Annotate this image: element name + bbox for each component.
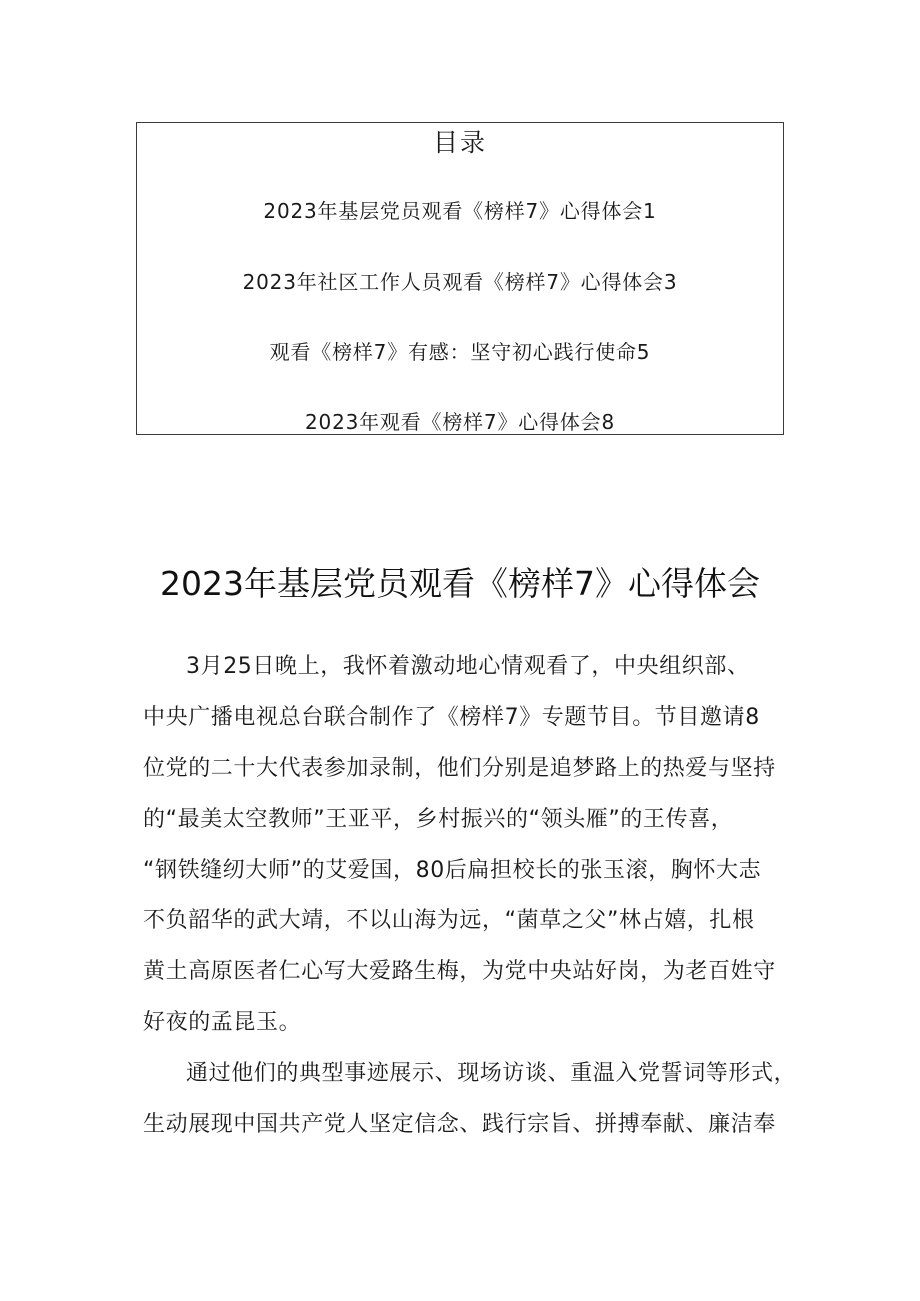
toc-entry[interactable]: 观看《榜样7》有感：坚守初心践行使命5 bbox=[269, 340, 651, 364]
toc-entry[interactable]: 2023年观看《榜样7》心得体会8 bbox=[305, 410, 615, 434]
paragraph-line: 生动展现中国共产党人坚定信念、践行宗旨、拼搏奉献、廉洁奉 bbox=[143, 1112, 776, 1137]
paragraph-line: 通过他们的典型事迹展示、现场访谈、重温入党誓词等形式， bbox=[186, 1061, 797, 1086]
article-title: 2023年基层党员观看《榜样7》心得体会 bbox=[160, 564, 760, 603]
paragraph-line: “钢铁缝纫大师”的艾爱国，80后扁担校长的张玉滚，胸怀大志 bbox=[143, 858, 762, 883]
paragraph-line: 不负韶华的武大靖，不以山海为远，“菌草之父”林占嬉，扎根 bbox=[143, 908, 755, 933]
toc-entry[interactable]: 2023年基层党员观看《榜样7》心得体会1 bbox=[263, 199, 657, 223]
toc-entry[interactable]: 2023年社区工作人员观看《榜样7》心得体会3 bbox=[242, 270, 678, 294]
paragraph-line: 3月25日晚上，我怀着激动地心情观看了，中央组织部、 bbox=[186, 654, 750, 679]
paragraph-line: 的“最美太空教师”王亚平，乡村振兴的“领头雁”的王传喜， bbox=[143, 807, 734, 832]
toc-title: 目录 bbox=[432, 128, 487, 157]
paragraph-line: 位党的二十大代表参加录制，他们分别是追梦路上的热爱与坚持 bbox=[143, 756, 776, 781]
table-of-contents bbox=[136, 122, 784, 435]
paragraph-line: 黄土高原医者仁心写大爱路生梅，为党中央站好岗，为老百姓守 bbox=[143, 959, 776, 984]
paragraph-line: 好夜的孟昆玉。 bbox=[143, 1010, 302, 1035]
paragraph-line: 中央广播电视总台联合制作了《榜样7》专题节目。节目邀请8 bbox=[143, 705, 760, 730]
